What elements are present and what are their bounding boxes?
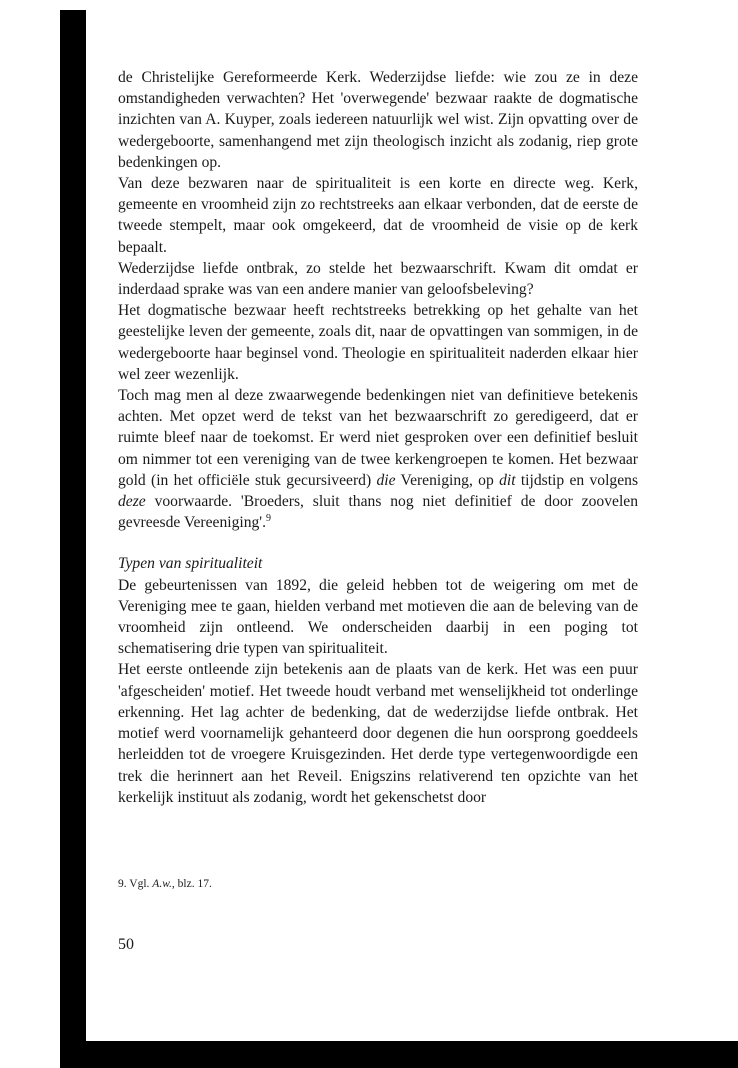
page-number: 50 <box>118 936 134 953</box>
paragraph-5-text-c: tijdstip en volgens <box>515 471 639 489</box>
footnote-prefix: 9. Vgl. <box>118 878 153 890</box>
scan-border-bottom <box>60 1041 738 1068</box>
paragraph-2: Van deze bezwaren naar de spiritualiteit is een korte en directe weg. Kerk, gemeente en vroomheid zijn zo rechtstreeks aan elkaar verbonden, dat de eerste de tweede stempelt, maar ook omgekeerd, dat de vroomheid de visie op de kerk bepaalt. <box>118 175 638 256</box>
paragraph-4: Het dogmatische bezwaar heeft rechtstreeks betrekking op het gehalte van het geestelijke leven der gemeente, zoals dit, naar de opvattingen van sommigen, in de wedergeboorte haar beginsel vond. Theologie en spiritualiteit naderden elkaar hier wel zeer wezenlijk. <box>118 302 638 383</box>
paragraph-3: Wederzijdse liefde ontbrak, zo stelde het bezwaarschrift. Kwam dit omdat er inderdaad sprake was van een andere manier van geloofsbeleving? <box>118 259 638 299</box>
section-paragraph-2: Het eerste ontleende zijn betekenis aan de plaats van de kerk. Het was een puur 'afgescheiden' motief. Het tweede houdt verband met wenselijkheid tot onderlinge erkenning. Het lag achter de bedenking, dat de wederzijdse liefde ontbrak. Het motief werd voornamelijk gehanteerd door degenen die hun oorsprong goeddeels herleidden tot de vroegere Kruisgezinden. Het derde type vertegenwoordigde een trek die herinnert aan het Reveil. Enigszins relativerend ten opzichte van het kerkelijk instituut als zodanig, wordt het gekenschetst door <box>118 661 638 806</box>
scan-border-left <box>60 10 86 1068</box>
paragraph-5-text-d: voorwaarde. 'Broeders, sluit thans nog niet definitief de door zoovelen gevreesde Vereeniging'. <box>118 493 638 532</box>
section-heading: Typen van spiritualiteit <box>118 555 263 573</box>
paragraph-5-text-b: Vereniging, op <box>395 471 500 489</box>
footnote-source: A.w. <box>152 878 172 890</box>
paragraph-5-text-a: Toch mag men al deze zwaarwegende bedenkingen niet van definitieve betekenis achten. Met opzet werd de tekst van het bezwaarschrift zo geredigeerd, dat er ruimte bleef naar de toekomst. Er werd niet gesproken over een definitief besluit om nimmer tot een vereniging van de twee kerkengroepen te komen. Het bezwaar gold (in het officiële stuk gecursiveerd) <box>118 387 638 489</box>
emphasis-die: die <box>376 471 396 489</box>
emphasis-deze: deze <box>118 493 146 511</box>
section-paragraph-1: De gebeurtenissen van 1892, die geleid hebben tot de weigering om met de Vereniging mee te gaan, hielden verband met motieven die aan de beleving van de vroomheid zijn ontleend. We onderscheiden daarbij in een poging tot schematisering drie typen van spiritualiteit. <box>118 576 638 658</box>
emphasis-dit: dit <box>499 471 516 489</box>
paragraph-1: de Christelijke Gereformeerde Kerk. Wederzijdse liefde: wie zou ze in deze omstandigheden verwachten? Het 'overwegende' bezwaar raakte de dogmatische inzichten van A. Kuyper, zoals iedereen natuurlijk wel wist. Zijn opvatting over de wedergeboorte, samenhangend met zijn theologisch inzicht als zodanig, riep grote bedenkingen op. <box>118 69 638 171</box>
footnote-suffix: , blz. 17. <box>171 878 212 890</box>
body-text <box>118 67 638 808</box>
paragraph-5 <box>118 385 638 533</box>
footnote-reference: 9 <box>266 513 272 525</box>
footnote <box>118 877 212 891</box>
